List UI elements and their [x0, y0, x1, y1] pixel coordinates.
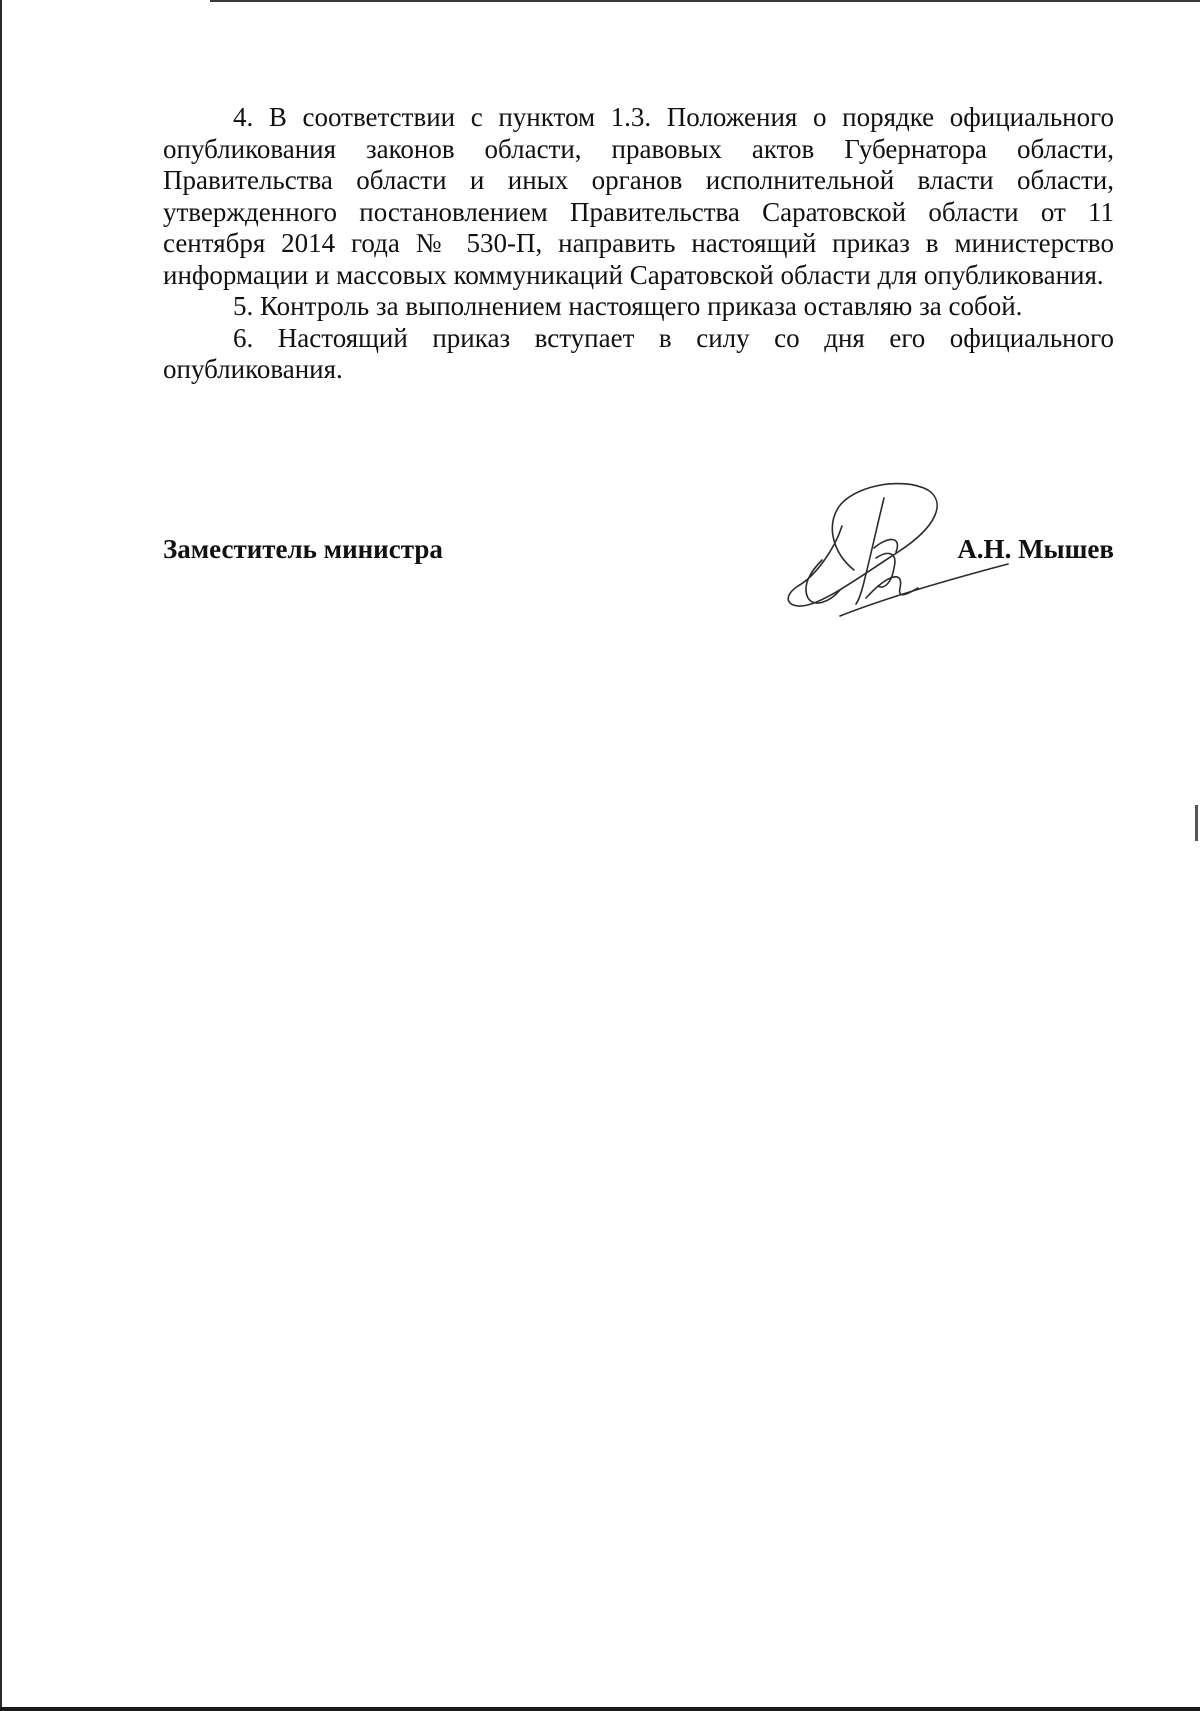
scan-edge-left: [0, 0, 2, 1711]
document-body: [163, 102, 1114, 386]
signer-name: А.Н. Мышев: [957, 534, 1114, 564]
paragraph-item-5: 5. Контроль за выполнением настоящего приказа оставляю за собой.: [233, 291, 1023, 321]
paragraph-item-6: 6. Настоящий приказ вступает в силу со дня его официального опубликования.: [163, 322, 1114, 384]
scan-edge-mark: [1195, 805, 1198, 841]
scan-edge-bottom: [0, 1707, 1200, 1711]
scan-edge-top: [210, 0, 1200, 2]
signer-position: Заместитель министра: [163, 534, 443, 564]
paragraph-item-4: 4. В соответствии с пунктом 1.3. Положения о порядке официального опубликования законов области, правовых актов Губернатора области, Правительства области и иных органов исполнительной власти области, утвержденного постановлением Правительства Саратовской области от 11 сентября 2014 года № 530-П, направить настоящий приказ в министерство информации и массовых коммуникаций Саратовской области для опубликования.: [163, 102, 1114, 290]
signature-block: [163, 534, 1114, 574]
